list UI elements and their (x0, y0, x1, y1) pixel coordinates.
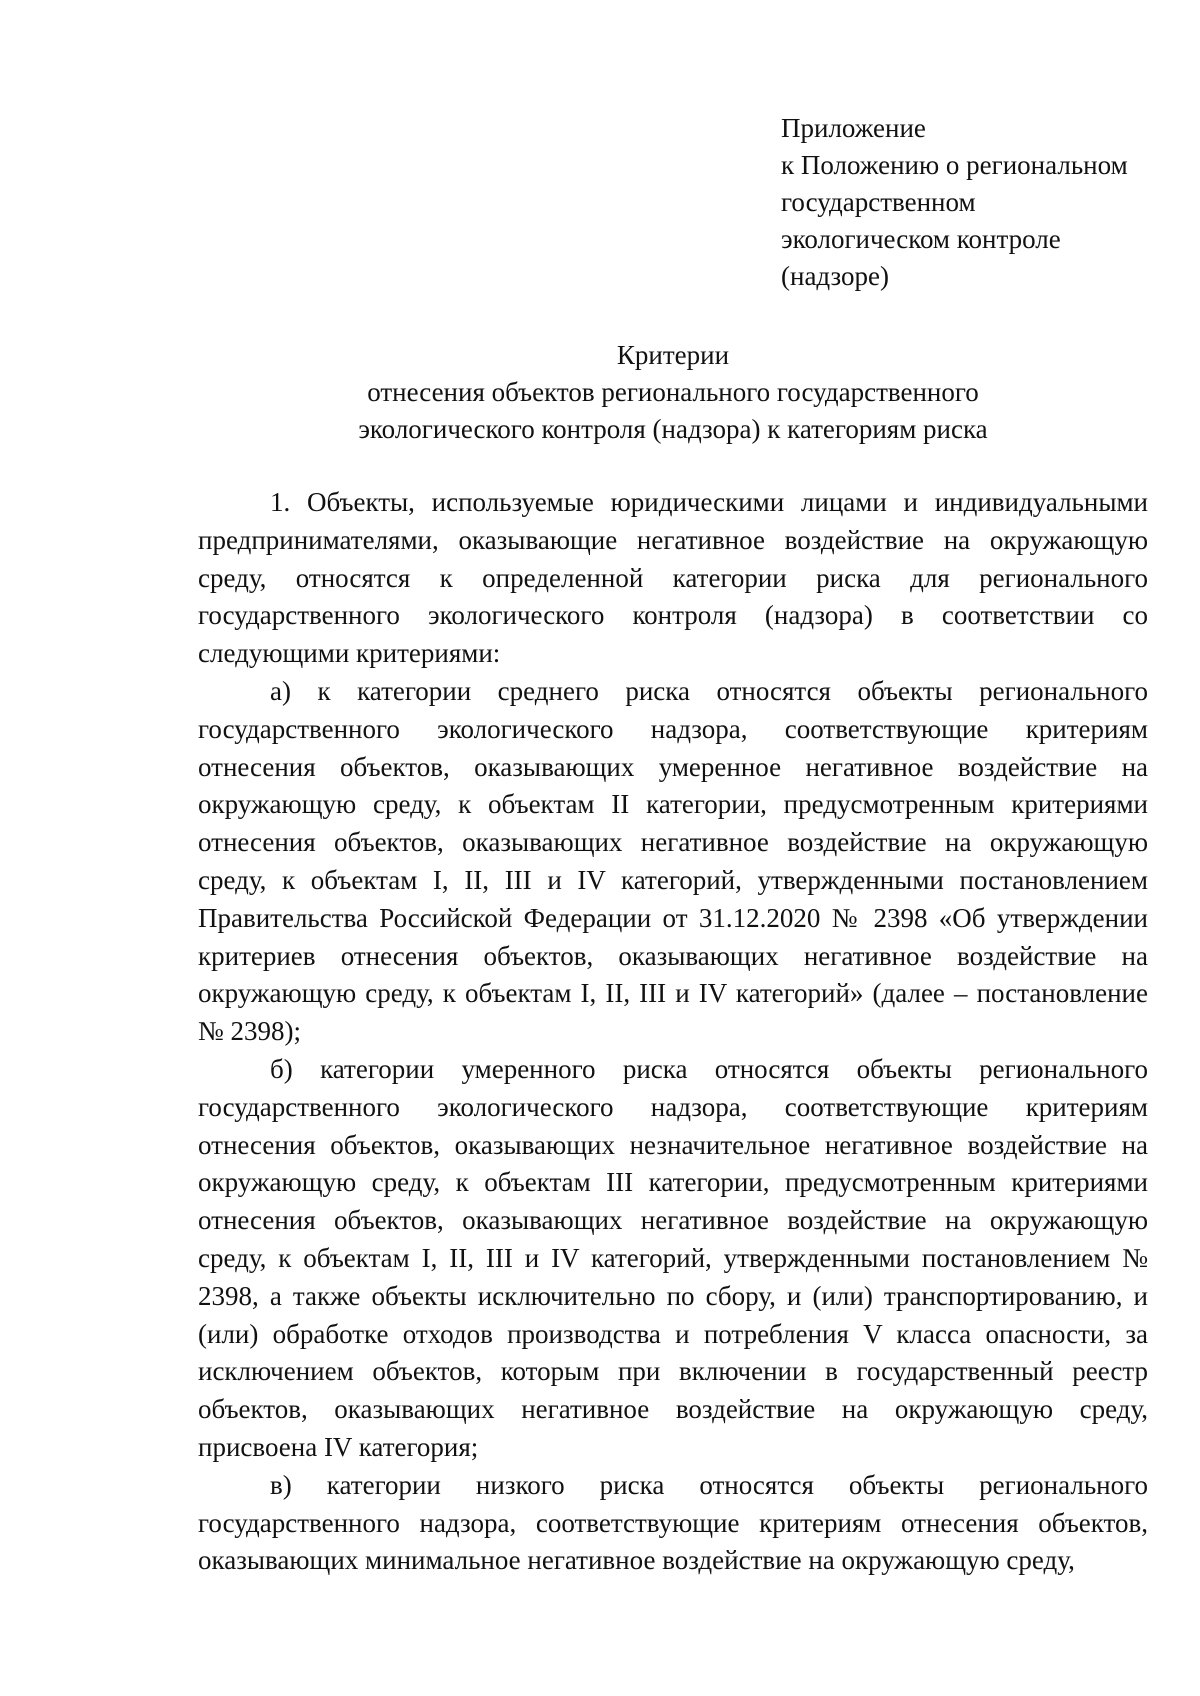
paragraph-b: б) категории умеренного риска относятся объекты регионального государственного экологического надзора, соответствующие критериям отнесения объектов, оказывающих незначительное негативное воздействие на окружающую среду, к объектам III категории, предусмотренным критериями отнесения объектов, оказывающих негативное воздействие на окружающую среду, к объектам I, II, III и IV категорий, утвержденными постановлением № 2398, а также объекты исключительно по сбору, и (или) транспортированию, и (или) обработке отходов производства и потребления V класса опасности, за исключением объектов, которым при включении в государственный реестр объектов, оказывающих негативное воздействие на окружающую среду, присвоена IV категория; (198, 1053, 1148, 1462)
paragraph-c: в) категории низкого риска относятся объекты регионального государственного надзора, соответствующие критериям отнесения объектов, оказывающих минимальное негативное воздействие на окружающую среду, (198, 1469, 1148, 1576)
appendix-line: экологическом контроле (781, 224, 1061, 254)
appendix-line: к Положению о региональном (781, 150, 1128, 180)
appendix-line: Приложение (781, 113, 926, 143)
appendix-line: государственном (781, 187, 976, 217)
appendix-line: (надзоре) (781, 261, 889, 291)
title-line: отнесения объектов регионального государственного (367, 377, 979, 407)
paragraph-a: а) к категории среднего риска относятся объекты регионального государственного экологического надзора, соответствующие критериям отнесения объектов, оказывающих умеренное негативное воздействие на окружающую среду, к объектам II категории, предусмотренным критериями отнесения объектов, оказывающих негативное воздействие на окружающую среду, к объектам I, II, III и IV категорий, утвержденными постановлением Правительства Российской Федерации от 31.12.2020 № 2398 «Об утверждении критериев отнесения объектов, оказывающих негативное воздействие на окружающую среду, к объектам I, II, III и IV категорий» (далее – постановление № 2398); (198, 675, 1148, 1047)
document-body (198, 484, 1148, 1580)
appendix-header (781, 110, 1161, 295)
document-title (198, 337, 1148, 448)
title-line: Критерии (616, 340, 730, 370)
title-line: экологического контроля (надзора) к категориям риска (358, 414, 988, 444)
paragraph-1: 1. Объекты, используемые юридическими лицами и индивидуальными предпринимателями, оказывающие негативное воздействие на окружающую среду, относятся к определенной категории риска для регионального государственного экологического контроля (надзора) в соответствии со следующими критериями: (198, 487, 1148, 669)
